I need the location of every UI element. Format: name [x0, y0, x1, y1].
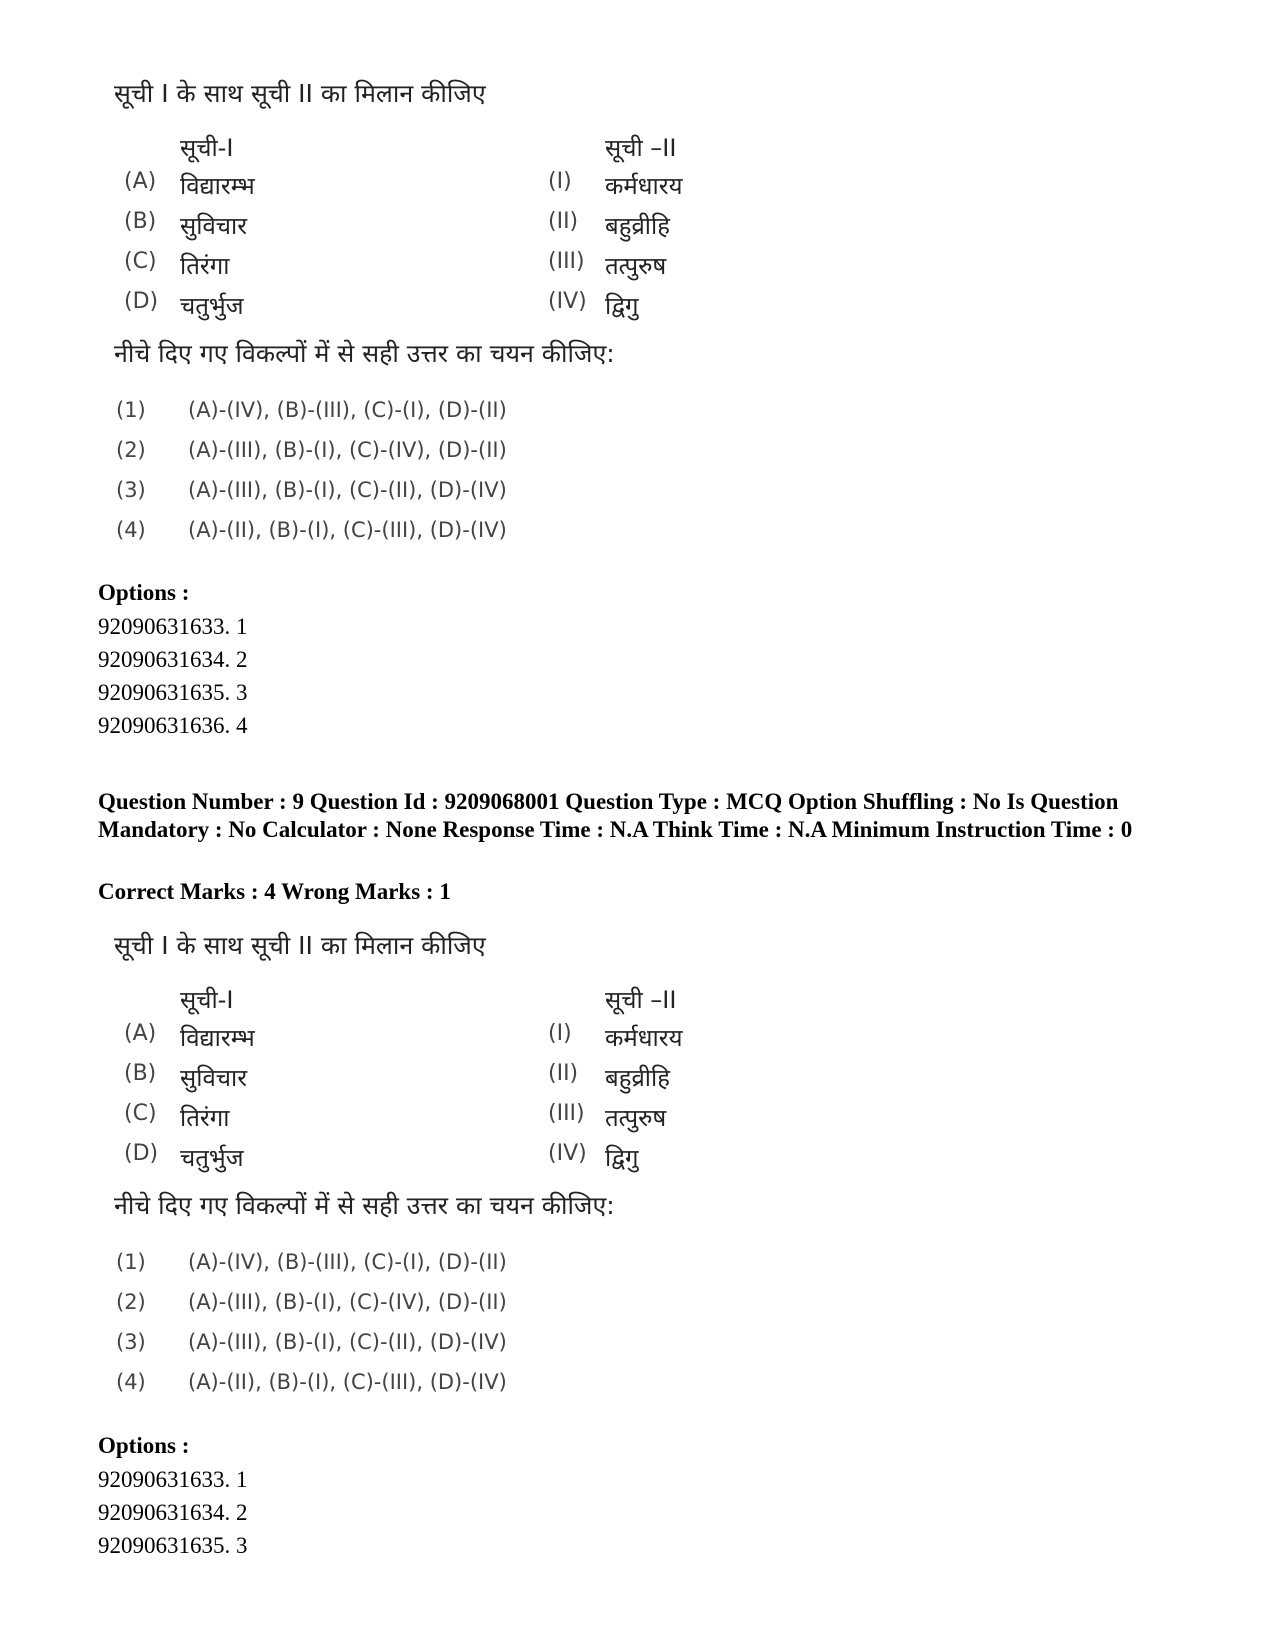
row-label-left: (D): [124, 1141, 159, 1166]
match-title: सूची I के साथ सूची II का मिलान कीजिए: [114, 931, 486, 960]
choice-text: (A)-(III), (B)-(I), (C)-(IV), (D)-(II): [188, 438, 507, 462]
row-label-right: (I): [548, 169, 572, 194]
option-id: 92090631635. 3: [98, 1533, 248, 1558]
match-row: [100, 289, 740, 329]
choice-text: (A)-(II), (B)-(I), (C)-(III), (D)-(IV): [188, 1370, 507, 1394]
option-id: 92090631634. 2: [98, 647, 248, 672]
list2-header: सूची –II: [605, 986, 677, 1014]
row-text-left: सुविचार: [180, 1064, 248, 1092]
choice-number: (2): [116, 1290, 146, 1314]
row-label-left: (A): [124, 1021, 157, 1046]
instruction-text: नीचे दिए गए विकल्पों में से सही उत्तर का चयन कीजिए:: [114, 1191, 615, 1220]
row-label-right: (II): [548, 209, 579, 234]
match-row: [100, 169, 740, 209]
row-label-right: (IV): [548, 289, 587, 314]
row-label-right: (III): [548, 249, 585, 274]
row-text-right: कर्मधारय: [605, 172, 683, 200]
row-label-left: (C): [124, 249, 157, 274]
option-id: 92090631633. 1: [98, 1467, 248, 1492]
question-image-2: [100, 928, 740, 1408]
choice-text: (A)-(IV), (B)-(III), (C)-(I), (D)-(II): [188, 1250, 507, 1274]
row-label-right: (IV): [548, 1141, 587, 1166]
row-label-right: (I): [548, 1021, 572, 1046]
row-label-right: (III): [548, 1101, 585, 1126]
match-row: [100, 1141, 740, 1181]
row-text-right: द्विगु: [605, 292, 639, 320]
instruction-text: नीचे दिए गए विकल्पों में से सही उत्तर का चयन कीजिए:: [114, 339, 615, 368]
choice-number: (1): [116, 1250, 146, 1274]
choice-number: (4): [116, 518, 146, 542]
row-text-left: चतुर्भुज: [180, 292, 244, 320]
choice-text: (A)-(III), (B)-(I), (C)-(II), (D)-(IV): [188, 478, 507, 502]
question-image-1: [100, 76, 740, 556]
row-label-left: (D): [124, 289, 159, 314]
question-marks: Correct Marks : 4 Wrong Marks : 1: [98, 879, 451, 904]
options-heading: Options :: [98, 1433, 190, 1458]
row-label-left: (A): [124, 169, 157, 194]
option-id: 92090631635. 3: [98, 680, 248, 705]
option-id: 92090631636. 4: [98, 713, 248, 738]
match-row: [100, 1101, 740, 1141]
row-text-left: चतुर्भुज: [180, 1144, 244, 1172]
row-label-right: (II): [548, 1061, 579, 1086]
option-id: 92090631633. 1: [98, 614, 248, 639]
choice-text: (A)-(III), (B)-(I), (C)-(IV), (D)-(II): [188, 1290, 507, 1314]
match-row: [100, 249, 740, 289]
option-id: 92090631634. 2: [98, 1500, 248, 1525]
match-title: सूची I के साथ सूची II का मिलान कीजिए: [114, 79, 486, 108]
row-text-right: कर्मधारय: [605, 1024, 683, 1052]
row-text-right: बहुव्रीहि: [605, 1064, 670, 1092]
row-text-right: तत्पुरुष: [605, 1104, 667, 1132]
match-row: [100, 209, 740, 249]
choice-number: (3): [116, 478, 146, 502]
row-text-right: बहुव्रीहि: [605, 212, 670, 240]
row-label-left: (B): [124, 209, 157, 234]
row-text-left: विद्यारम्भ: [180, 1024, 255, 1052]
list1-header: सूची-I: [180, 986, 234, 1014]
choice-number: (2): [116, 438, 146, 462]
options-heading: Options :: [98, 580, 190, 605]
list2-header: सूची –II: [605, 134, 677, 162]
choice-number: (3): [116, 1330, 146, 1354]
row-text-right: तत्पुरुष: [605, 252, 667, 280]
choice-number: (1): [116, 398, 146, 422]
match-row: [100, 1021, 740, 1061]
choice-text: (A)-(III), (B)-(I), (C)-(II), (D)-(IV): [188, 1330, 507, 1354]
row-text-right: द्विगु: [605, 1144, 639, 1172]
row-text-left: सुविचार: [180, 212, 248, 240]
match-row: [100, 1061, 740, 1101]
list1-header: सूची-I: [180, 134, 234, 162]
row-label-left: (C): [124, 1101, 157, 1126]
row-text-left: विद्यारम्भ: [180, 172, 255, 200]
choice-text: (A)-(IV), (B)-(III), (C)-(I), (D)-(II): [188, 398, 507, 422]
row-text-left: तिरंगा: [180, 1104, 230, 1132]
choice-number: (4): [116, 1370, 146, 1394]
choice-text: (A)-(II), (B)-(I), (C)-(III), (D)-(IV): [188, 518, 507, 542]
row-label-left: (B): [124, 1061, 157, 1086]
question-metadata: Question Number : 9 Question Id : 9209068001 Question Type : MCQ Option Shuffling : No Is Question Mandatory : No Calculator : None Response Time : N.A Think Time : N.A Minimum Instruction Time : 0: [98, 789, 1133, 842]
row-text-left: तिरंगा: [180, 252, 230, 280]
